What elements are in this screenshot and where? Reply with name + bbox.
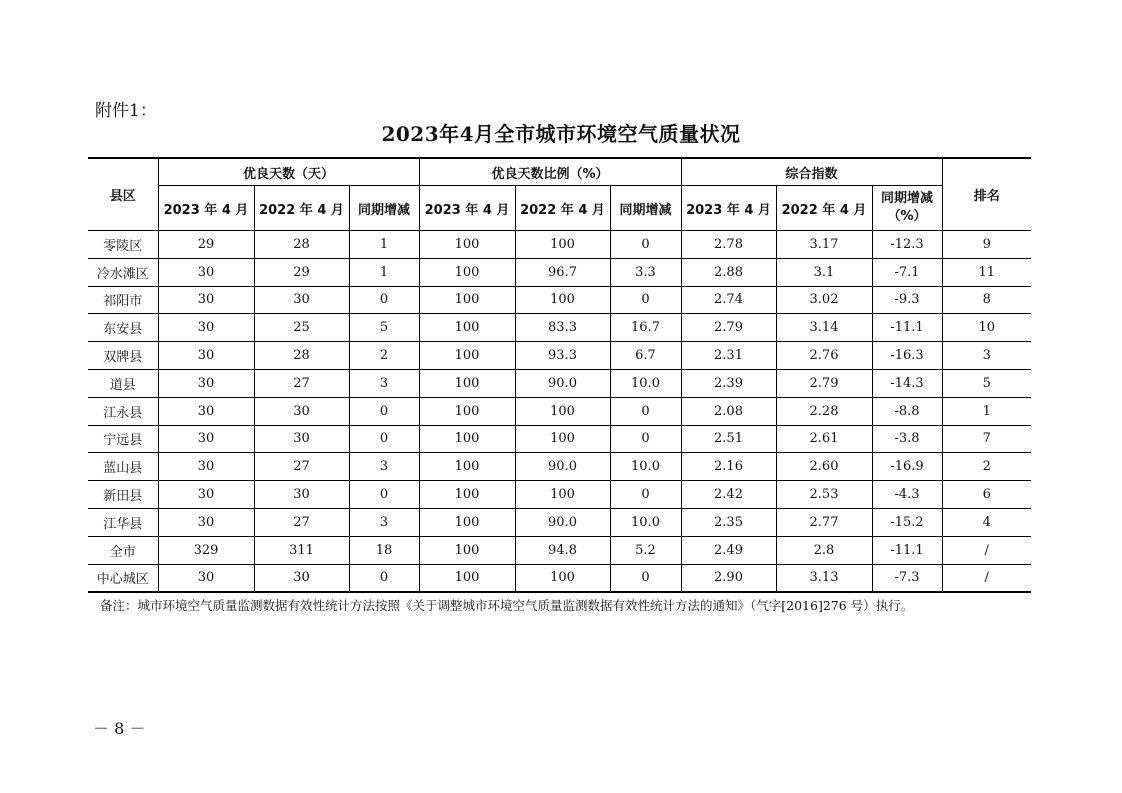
- cell-ratio-2022: 100: [515, 286, 610, 314]
- header-days-change: 同期增减: [349, 186, 419, 231]
- cell-days-2023: 30: [158, 397, 254, 425]
- cell-rank: 8: [942, 286, 1031, 314]
- cell-region: 零陵区: [88, 231, 158, 259]
- header-rank: 排名: [942, 158, 1031, 231]
- cell-rank: 3: [942, 342, 1031, 370]
- cell-index-change: -12.3: [872, 231, 942, 259]
- cell-days-2023: 29: [158, 231, 254, 259]
- cell-region: 全市: [88, 536, 158, 564]
- cell-days-change: 3: [349, 508, 419, 536]
- cell-ratio-change: 10.0: [610, 369, 681, 397]
- cell-index-2023: 2.08: [681, 397, 776, 425]
- cell-ratio-2023: 100: [419, 481, 515, 509]
- cell-ratio-2022: 90.0: [515, 369, 610, 397]
- cell-ratio-2023: 100: [419, 536, 515, 564]
- cell-index-change: -9.3: [872, 286, 942, 314]
- header-index-change-line1: 同期增减: [880, 191, 933, 206]
- cell-index-2022: 2.60: [776, 453, 872, 481]
- cell-rank: 10: [942, 314, 1031, 342]
- cell-index-2023: 2.42: [681, 481, 776, 509]
- cell-index-2023: 2.90: [681, 564, 776, 592]
- cell-days-2023: 30: [158, 314, 254, 342]
- table-row: [88, 481, 1031, 509]
- cell-ratio-change: 0: [610, 231, 681, 259]
- cell-ratio-2022: 100: [515, 425, 610, 453]
- cell-index-2022: 3.02: [776, 286, 872, 314]
- cell-days-2023: 30: [158, 425, 254, 453]
- cell-region: 新田县: [88, 481, 158, 509]
- table-row: [88, 231, 1031, 259]
- cell-days-change: 0: [349, 425, 419, 453]
- cell-ratio-2023: 100: [419, 564, 515, 592]
- cell-index-change: -7.1: [872, 258, 942, 286]
- cell-days-2022: 27: [254, 453, 349, 481]
- table-row: [88, 369, 1031, 397]
- cell-days-2022: 30: [254, 481, 349, 509]
- cell-index-2023: 2.39: [681, 369, 776, 397]
- cell-region: 蓝山县: [88, 453, 158, 481]
- cell-days-2023: 329: [158, 536, 254, 564]
- cell-days-change: 0: [349, 481, 419, 509]
- cell-ratio-change: 0: [610, 564, 681, 592]
- cell-days-2022: 29: [254, 258, 349, 286]
- cell-index-2023: 2.74: [681, 286, 776, 314]
- cell-rank: 5: [942, 369, 1031, 397]
- cell-days-2022: 30: [254, 425, 349, 453]
- cell-region: 宁远县: [88, 425, 158, 453]
- cell-days-2023: 30: [158, 369, 254, 397]
- header-index-change: [872, 186, 942, 231]
- attachment-label: 附件1：: [95, 101, 157, 121]
- air-quality-table: [88, 157, 1031, 593]
- cell-region: 江永县: [88, 397, 158, 425]
- cell-days-change: 0: [349, 397, 419, 425]
- cell-index-2022: 2.28: [776, 397, 872, 425]
- cell-ratio-2022: 100: [515, 481, 610, 509]
- page-number: － 8 －: [93, 719, 146, 738]
- cell-region: 祁阳市: [88, 286, 158, 314]
- cell-ratio-2022: 90.0: [515, 508, 610, 536]
- cell-ratio-2022: 100: [515, 564, 610, 592]
- cell-region: 冷水滩区: [88, 258, 158, 286]
- cell-days-change: 2: [349, 342, 419, 370]
- header-composite-index: 综合指数: [681, 158, 942, 186]
- cell-ratio-2023: 100: [419, 342, 515, 370]
- header-good-ratio: 优良天数比例（%）: [419, 158, 681, 186]
- cell-index-change: -16.9: [872, 453, 942, 481]
- cell-days-change: 3: [349, 369, 419, 397]
- cell-days-2023: 30: [158, 342, 254, 370]
- cell-ratio-2023: 100: [419, 231, 515, 259]
- cell-ratio-2022: 93.3: [515, 342, 610, 370]
- cell-days-2022: 28: [254, 231, 349, 259]
- cell-region: 东安县: [88, 314, 158, 342]
- cell-days-2023: 30: [158, 481, 254, 509]
- table-body: [88, 231, 1031, 593]
- cell-ratio-2022: 96.7: [515, 258, 610, 286]
- cell-days-2023: 30: [158, 258, 254, 286]
- header-ratio-2023: 2023 年 4 月: [419, 186, 515, 231]
- cell-index-2023: 2.79: [681, 314, 776, 342]
- cell-days-2022: 30: [254, 286, 349, 314]
- cell-days-2022: 30: [254, 564, 349, 592]
- cell-ratio-change: 0: [610, 481, 681, 509]
- cell-region: 中心城区: [88, 564, 158, 592]
- cell-index-change: -11.1: [872, 314, 942, 342]
- cell-index-2023: 2.51: [681, 425, 776, 453]
- header-ratio-change: 同期增减: [610, 186, 681, 231]
- cell-days-2022: 27: [254, 369, 349, 397]
- cell-rank: /: [942, 536, 1031, 564]
- cell-index-change: -4.3: [872, 481, 942, 509]
- header-index-2022: 2022 年 4 月: [776, 186, 872, 231]
- cell-index-2023: 2.49: [681, 536, 776, 564]
- cell-ratio-2023: 100: [419, 397, 515, 425]
- table-row: [88, 314, 1031, 342]
- header-index-change-line2: （%）: [887, 209, 927, 224]
- header-good-days: 优良天数（天）: [158, 158, 419, 186]
- cell-index-2023: 2.78: [681, 231, 776, 259]
- header-row-1: [88, 158, 1031, 186]
- cell-ratio-change: 6.7: [610, 342, 681, 370]
- cell-ratio-change: 10.0: [610, 508, 681, 536]
- cell-ratio-2022: 90.0: [515, 453, 610, 481]
- cell-index-change: -16.3: [872, 342, 942, 370]
- cell-index-change: -8.8: [872, 397, 942, 425]
- cell-index-change: -11.1: [872, 536, 942, 564]
- cell-rank: 7: [942, 425, 1031, 453]
- cell-days-change: 1: [349, 231, 419, 259]
- cell-region: 双牌县: [88, 342, 158, 370]
- cell-ratio-2023: 100: [419, 286, 515, 314]
- table-row: [88, 564, 1031, 592]
- cell-index-change: -14.3: [872, 369, 942, 397]
- cell-days-2022: 30: [254, 397, 349, 425]
- cell-days-change: 18: [349, 536, 419, 564]
- cell-rank: 9: [942, 231, 1031, 259]
- header-ratio-2022: 2022 年 4 月: [515, 186, 610, 231]
- cell-days-2023: 30: [158, 453, 254, 481]
- cell-index-2022: 3.13: [776, 564, 872, 592]
- cell-index-2022: 2.61: [776, 425, 872, 453]
- cell-index-2023: 2.16: [681, 453, 776, 481]
- cell-days-change: 5: [349, 314, 419, 342]
- cell-index-2022: 3.17: [776, 231, 872, 259]
- cell-index-2022: 3.14: [776, 314, 872, 342]
- cell-rank: 4: [942, 508, 1031, 536]
- cell-ratio-2023: 100: [419, 314, 515, 342]
- cell-days-2023: 30: [158, 564, 254, 592]
- cell-ratio-change: 10.0: [610, 453, 681, 481]
- cell-rank: 6: [942, 481, 1031, 509]
- cell-days-2022: 311: [254, 536, 349, 564]
- cell-rank: 1: [942, 397, 1031, 425]
- cell-days-change: 0: [349, 286, 419, 314]
- cell-days-change: 3: [349, 453, 419, 481]
- header-region: 县区: [88, 158, 158, 231]
- cell-ratio-change: 0: [610, 286, 681, 314]
- cell-index-2022: 2.79: [776, 369, 872, 397]
- cell-days-2022: 27: [254, 508, 349, 536]
- table-row: [88, 258, 1031, 286]
- header-days-2023: 2023 年 4 月: [158, 186, 254, 231]
- cell-ratio-2023: 100: [419, 369, 515, 397]
- cell-days-2022: 28: [254, 342, 349, 370]
- cell-index-2022: 2.8: [776, 536, 872, 564]
- table-row: [88, 342, 1031, 370]
- cell-index-2022: 2.77: [776, 508, 872, 536]
- cell-index-2022: 3.1: [776, 258, 872, 286]
- cell-ratio-2023: 100: [419, 453, 515, 481]
- cell-rank: /: [942, 564, 1031, 592]
- cell-ratio-2022: 100: [515, 397, 610, 425]
- cell-rank: 2: [942, 453, 1031, 481]
- cell-ratio-change: 5.2: [610, 536, 681, 564]
- table-row: [88, 425, 1031, 453]
- cell-ratio-change: 16.7: [610, 314, 681, 342]
- cell-days-2022: 25: [254, 314, 349, 342]
- cell-index-change: -3.8: [872, 425, 942, 453]
- cell-index-2022: 2.53: [776, 481, 872, 509]
- header-index-2023: 2023 年 4 月: [681, 186, 776, 231]
- table-row: [88, 453, 1031, 481]
- cell-ratio-change: 0: [610, 425, 681, 453]
- cell-days-change: 0: [349, 564, 419, 592]
- cell-region: 江华县: [88, 508, 158, 536]
- cell-index-2023: 2.35: [681, 508, 776, 536]
- cell-index-2023: 2.88: [681, 258, 776, 286]
- table-note: 备注：城市环境空气质量监测数据有效性统计方法按照《关于调整城市环境空气质量监测数据有效性统计方法的通知》（气字[2016]276 号）执行。: [100, 598, 914, 613]
- header-days-2022: 2022 年 4 月: [254, 186, 349, 231]
- cell-ratio-2023: 100: [419, 258, 515, 286]
- cell-ratio-2023: 100: [419, 508, 515, 536]
- cell-index-change: -15.2: [872, 508, 942, 536]
- cell-index-2022: 2.76: [776, 342, 872, 370]
- cell-rank: 11: [942, 258, 1031, 286]
- cell-days-2023: 30: [158, 508, 254, 536]
- cell-ratio-2022: 100: [515, 231, 610, 259]
- cell-ratio-2022: 94.8: [515, 536, 610, 564]
- cell-region: 道县: [88, 369, 158, 397]
- cell-days-2023: 30: [158, 286, 254, 314]
- table-row: [88, 286, 1031, 314]
- cell-days-change: 1: [349, 258, 419, 286]
- cell-index-2023: 2.31: [681, 342, 776, 370]
- cell-index-change: -7.3: [872, 564, 942, 592]
- table-row: [88, 397, 1031, 425]
- table-row: [88, 508, 1031, 536]
- cell-ratio-2022: 83.3: [515, 314, 610, 342]
- header-row-2: [88, 186, 1031, 231]
- document-title: 2023年4月全市城市环境空气质量状况: [381, 122, 741, 146]
- table-row: [88, 536, 1031, 564]
- cell-ratio-change: 0: [610, 397, 681, 425]
- cell-ratio-change: 3.3: [610, 258, 681, 286]
- cell-ratio-2023: 100: [419, 425, 515, 453]
